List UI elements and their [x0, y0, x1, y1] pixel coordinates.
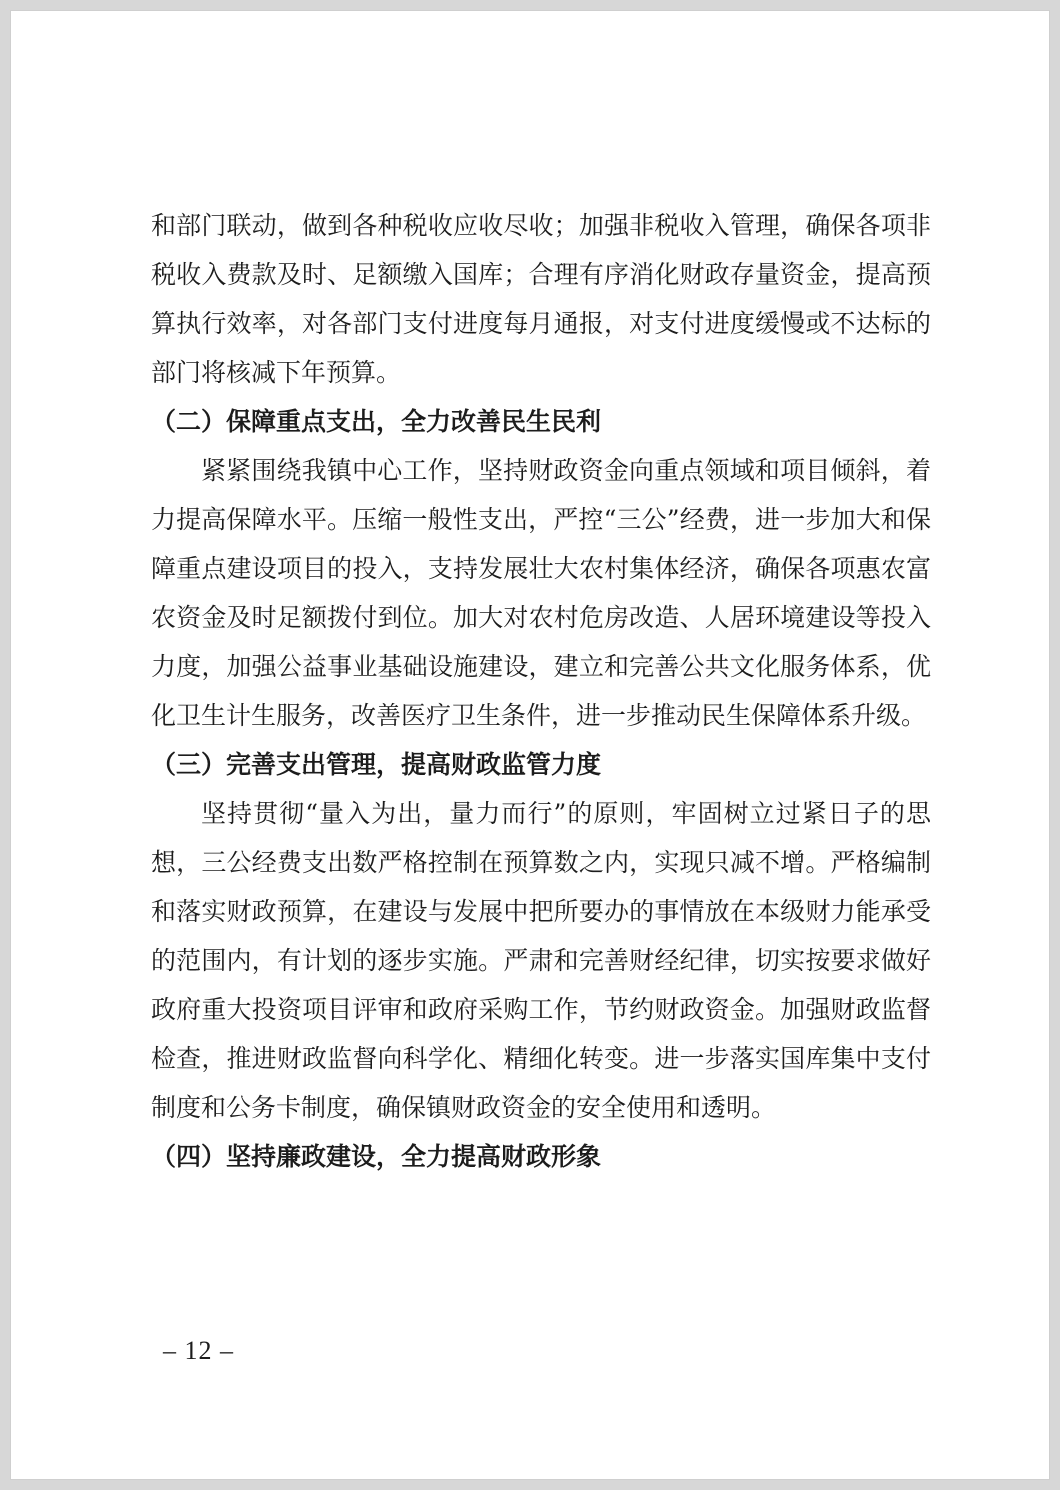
page-number: – 12 –	[163, 1336, 234, 1365]
section-heading-4: （四）坚持廉政建设，全力提高财政形象	[151, 1142, 602, 1171]
section-heading-3: （三）完善支出管理，提高财政监管力度	[151, 750, 602, 779]
document-page	[10, 10, 1050, 1480]
section-heading-2: （二）保障重点支出，全力改善民生民利	[151, 407, 602, 436]
body-text	[151, 201, 931, 1181]
paragraph-expenditure-management: 坚持贯彻“量入为出，量力而行”的原则，牢固树立过紧日子的思想，三公经费支出数严格控制在预算数之内，实现只减不增。严格编制和落实财政预算，在建设与发展中把所要办的事情放在本级财力能承受的范围内，有计划的逐步实施。严肃和完善财经纪律，切实按要求做好政府重大投资项目评审和政府采购工作，节约财政资金。加强财政监督检查，推进财政监督向科学化、精细化转变。进一步落实国库集中支付制度和公务卡制度，确保镇财政资金的安全使用和透明。	[151, 799, 931, 1122]
paragraph-key-expenditure: 紧紧围绕我镇中心工作，坚持财政资金向重点领域和项目倾斜，着力提高保障水平。压缩一般性支出，严控“三公”经费，进一步加大和保障重点建设项目的投入，支持发展壮大农村集体经济，确保各项惠农富农资金及时足额拨付到位。加大对农村危房改造、人居环境建设等投入力度，加强公益事业基础设施建设，建立和完善公共文化服务体系，优化卫生计生服务，改善医疗卫生条件，进一步推动民生保障体系升级。	[151, 456, 931, 730]
paragraph-revenue-management: 和部门联动，做到各种税收应收尽收；加强非税收入管理，确保各项非税收入费款及时、足额缴入国库；合理有序消化财政存量资金，提高预算执行效率，对各部门支付进度每月通报，对支付进度缓慢或不达标的部门将核减下年预算。	[151, 211, 931, 387]
